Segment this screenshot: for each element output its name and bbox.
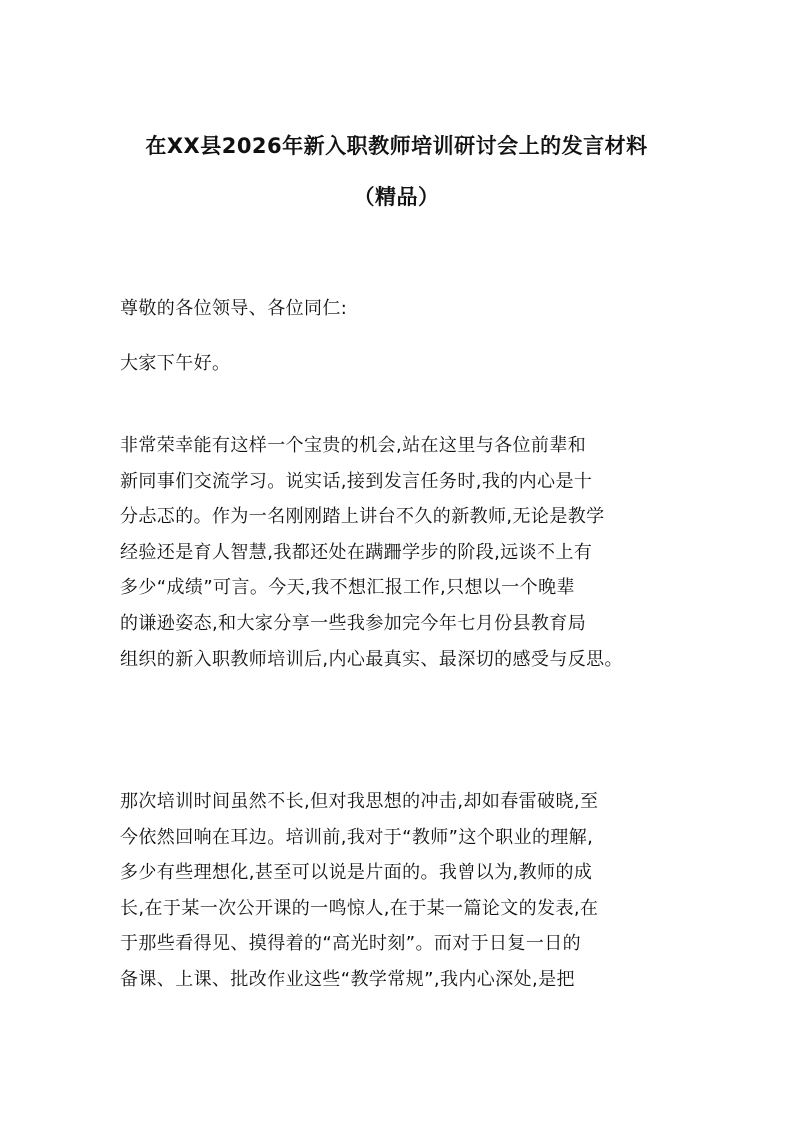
paragraph-line: 今依然回响在耳边。培训前,我对于“教师”这个职业的理解, bbox=[120, 826, 594, 848]
paragraph-1 bbox=[120, 428, 695, 677]
salutation-text: 尊敬的各位领导、各位同仁: bbox=[120, 298, 348, 319]
salutation bbox=[120, 291, 695, 327]
greeting-text: 大家下午好。 bbox=[120, 353, 231, 374]
paragraph-line: 多少有些理想化,甚至可以说是片面的。我曾以为,教师的成 bbox=[120, 862, 593, 884]
paragraph-line: 的谦逊姿态,和大家分享一些我参加完今年七月份县教育局 bbox=[120, 612, 587, 634]
paragraph-line: 长,在于某一次公开课的一鸣惊人,在于某一篇论文的发表,在 bbox=[120, 897, 599, 919]
paragraph-line: 非常荣幸能有这样一个宝贵的机会,站在这里与各位前辈和 bbox=[120, 435, 587, 456]
document-title: 在XX县2026年新入职教师培训研讨会上的发言材料 bbox=[145, 134, 648, 158]
paragraph-line: 新同事们交流学习。说实话,接到发言任务时,我的内心是十 bbox=[120, 470, 593, 492]
paragraph-line: 那次培训时间虽然不长,但对我思想的冲击,却如春雷破晓,至 bbox=[120, 791, 599, 812]
paragraph-line: 组织的新入职教师培训后,内心最真实、最深切的感受与反思。 bbox=[120, 648, 623, 670]
paragraph-line: 于那些看得见、摸得着的“高光时刻”。而对于日复一日的 bbox=[120, 933, 582, 955]
paragraph-line: 多少“成绩”可言。今天,我不想汇报工作,只想以一个晚辈 bbox=[120, 577, 575, 599]
paragraph-2 bbox=[120, 784, 695, 998]
paragraph-line: 备课、上课、批改作业这些“教学常规”,我内心深处,是把 bbox=[120, 968, 575, 990]
paragraph-line: 经验还是育人智慧,我都还处在蹒跚学步的阶段,远谈不上有 bbox=[120, 541, 593, 563]
paragraph-line: 分忐忑的。作为一名刚刚踏上讲台不久的新教师,无论是教学 bbox=[120, 506, 605, 528]
document-subtitle: （精品） bbox=[353, 185, 440, 209]
greeting bbox=[120, 346, 695, 382]
